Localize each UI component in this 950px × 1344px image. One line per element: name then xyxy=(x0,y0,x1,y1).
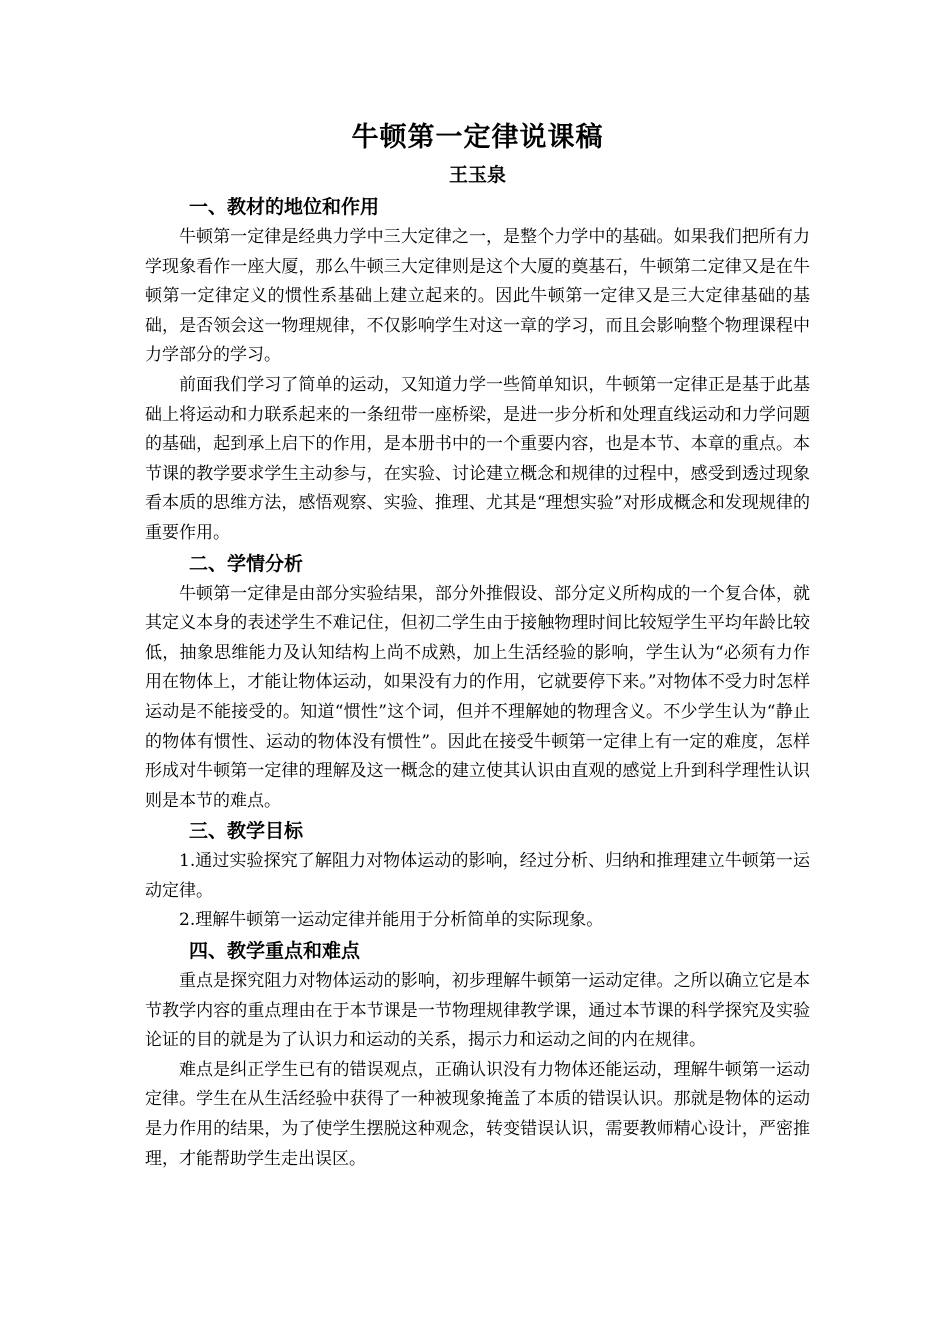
paragraph: 牛顿第一定律是由部分实验结果，部分外推假设、部分定义所构成的一个复合体，就其定义本身的表述学生不难记住，但初二学生由于接触物理时间比较短学生平均年龄比较低，抽象思维能力及认知结构上尚不成熟，加上生活经验的影响，学生认为“必须有力作用在物体上，才能让物体运动，如果没有力的作用，它就要停下来。”对物体不受力时怎样运动是不能接受的。知道“惯性”这个词，但并不理解她的物理含义。不少学生认为“静止的物体有惯性、运动的物体没有惯性”。因此在接受牛顿第一定律上有一定的难度，怎样形成对牛顿第一定律的理解及这一概念的建立使其认识由直观的感觉上升到科学理性认识则是本节的难点。 xyxy=(145,583,810,811)
document-author: 王玉泉 xyxy=(448,164,506,186)
paragraph: 难点是纠正学生已有的错误观点，正确认识没有力物体还能运动，理解牛顿第一运动定律。学生在从生活经验中获得了一种被现象掩盖了本质的错误认识。那就是物体的运动是力作用的结果，为了使学生摆脱这种观念，转变错误认识，需要教师精心设计，严密推理，才能帮助学生走出误区。 xyxy=(145,1059,810,1169)
section-teaching-goals xyxy=(145,816,810,936)
section-heading: 二、学情分析 xyxy=(189,552,304,575)
section-heading: 四、教学重点和难点 xyxy=(189,940,361,963)
section-heading: 三、教学目标 xyxy=(189,820,304,843)
document-title: 牛顿第一定律说课稿 xyxy=(351,122,604,153)
section-key-points xyxy=(145,936,810,1174)
section-textbook-role xyxy=(145,192,810,549)
goal-item: 1.通过实验探究了解阻力对物体运动的影响，经过分析、归纳和推理建立牛顿第一运动定律。 xyxy=(145,851,810,901)
goal-item: 2.理解牛顿第一运动定律并能用于分析简单的实际现象。 xyxy=(179,910,604,931)
section-heading: 一、教材的地位和作用 xyxy=(189,196,380,218)
paragraph: 牛顿第一定律是经典力学中三大定律之一，是整个力学中的基础。如果我们把所有力学现象看作一座大厦，那么牛顿三大定律则是这个大厦的奠基石，牛顿第二定律又是在牛顿第一定律定义的惯性系基础上建立起来的。因此牛顿第一定律又是三大定律基础的基础，是否领会这一物理规律，不仅影响学生对这一章的学习，而且会影响整个物理课程中力学部分的学习。 xyxy=(145,227,810,366)
paragraph: 重点是探究阻力对物体运动的影响，初步理解牛顿第一运动定律。之所以确立它是本节教学内容的重点理由在于本节课是一节物理规律教学课，通过本节课的科学探究及实验论证的目的就是为了认识力和运动的关系，揭示力和运动之间的内在规律。 xyxy=(145,971,810,1051)
paragraph: 前面我们学习了简单的运动，又知道力学一些简单知识，牛顿第一定律正是基于此基础上将运动和力联系起来的一条纽带一座桥梁，是进一步分析和处理直线运动和力学问题的基础，起到承上启下的作用，是本册书中的一个重要内容，也是本节、本章的重点。本节课的教学要求学生主动参与，在实验、讨论建立概念和规律的过程中，感受到透过现象看本质的思维方法，感悟观察、实验、推理、尤其是“理想实验”对形成概念和发现规律的重要作用。 xyxy=(145,374,810,543)
document-page xyxy=(145,118,810,1174)
section-student-analysis xyxy=(145,549,810,817)
